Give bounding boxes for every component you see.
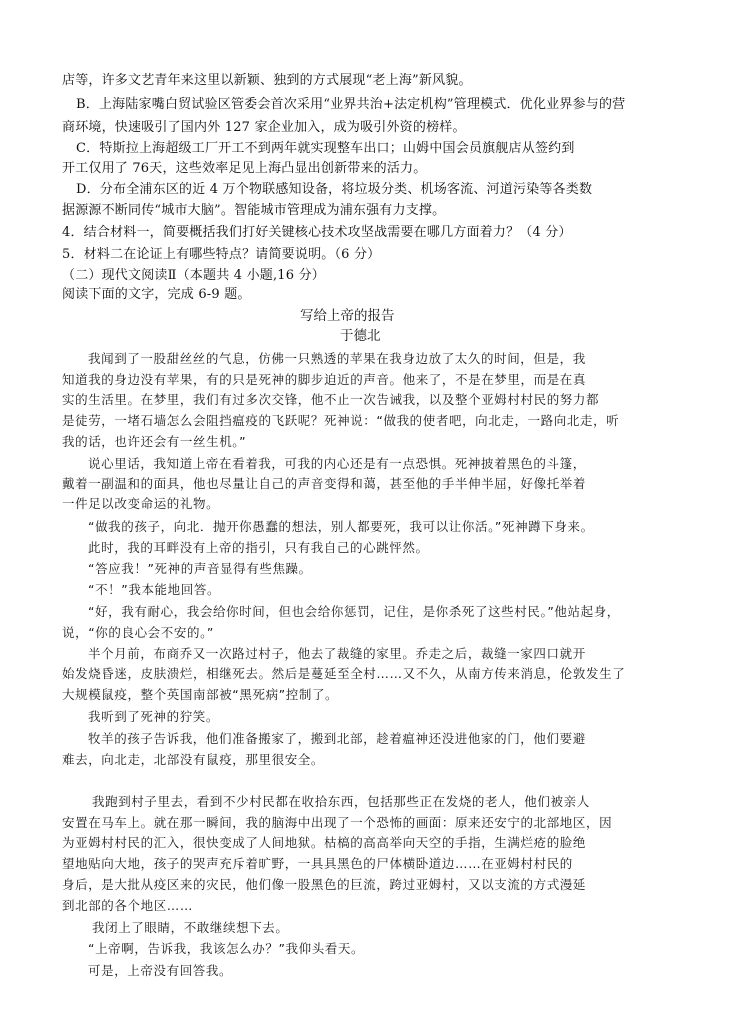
option-d: D．分布全浦东区的近 4 万个物联感知设备，将垃圾分类、机场客流、河道污染等各类数 — [76, 182, 593, 197]
story-line: “好，我有耐心，我会给你时间，但也会给你惩罚，记住，是你杀死了这些村民。”他站起身， — [88, 604, 620, 619]
story-line: 身后，是大批从疫区来的灾民，他们像一股黑色的巨流，跨过亚姆村，又以支流的方式漫延 — [62, 877, 587, 892]
story-line: 我的话，也许还会有一丝生机。” — [62, 434, 247, 449]
option-d-continued: 据源源不断同传“城市大脑”。智能城市管理成为浦东强有力支撑。 — [62, 203, 446, 218]
story-line: 是徒劳，一堵石墙怎么会阻挡瘟疫的飞跃呢？死神说：“做我的使者吧，向北走，一路向北走，听 — [62, 413, 620, 428]
question-5: 5．材料二在论证上有哪些特点？请简要说明。（6 分） — [62, 247, 381, 262]
story-line: 说心里话，我知道上帝在看着我，可我的内心还是有一点恐惧。死神披着黑色的斗篷， — [88, 456, 586, 471]
option-b-continued: 商环境，快速吸引了国内外 127 家企业加入，成为吸引外资的榜样。 — [62, 120, 466, 135]
story-line: 戴着一副温和的面具，他也尽量让自己的声音变得和蔼，甚至他的手半伸半屈，好像托举着 — [62, 476, 587, 491]
story-line: 难去，向北走，北部没有鼠疫，那里很安全。 — [62, 752, 325, 767]
story-line: 我听到了死神的狞笑。 — [88, 709, 220, 724]
story-line: 知道我的身边没有苹果，有的只是死神的脚步迫近的声音。他来了，不是在梦里，而是在真 — [62, 372, 587, 387]
story-line: 我闭上了眼睛，不敢继续想下去。 — [92, 920, 289, 935]
story-line: 望地贴向大地，孩子的哭声充斥着旷野，一具具黑色的尸体横卧道边……在亚姆村村民的 — [62, 856, 573, 871]
story-line: 大规模鼠疫，整个英国南部被“黑死病”控制了。 — [62, 687, 339, 702]
section-heading: （二）现代文阅读Ⅱ（本题共 4 小题,16 分） — [62, 268, 325, 283]
story-line: 我闻到了一股甜丝丝的气息，仿佛一只熟透的苹果在我身边放了太久的时间，但是，我 — [88, 351, 586, 366]
option-c: C．特斯拉上海超级工厂开工不到两年就实现整车出口；山姆中国会员旗舰店从签约到 — [76, 141, 575, 156]
story-line: 一件足以改变命运的礼物。 — [62, 496, 220, 511]
option-a-continued: 店等，许多文艺青年来这里以新颖、独到的方式展现“老上海”新风貌。 — [62, 73, 472, 88]
option-b: B．上海陆家嘴白贸试验区管委会首次采用“业界共治+法定机构”管理模式．优化业界参与的营 — [76, 97, 626, 112]
story-line: 我跑到村子里去，看到不少村民都在收拾东西，包括那些正在发烧的老人，他们被亲人 — [92, 794, 590, 809]
story-line: 始发烧昏迷，皮肤溃烂，相继死去。然后是蔓延至全村……又不久，从南方传来消息，伦敦发生了 — [62, 666, 626, 681]
story-line: 到北部的各个地区…… — [62, 898, 194, 913]
story-line: “上帝啊，告诉我，我该怎么办？”我仰头看天。 — [88, 941, 365, 956]
story-line: “答应我！”死神的声音显得有些焦躁。 — [88, 561, 312, 576]
story-line: 安置在马车上。就在那一瞬间，我的脑海中出现了一个恐怖的画面：原来还安宁的北部地区，因 — [62, 815, 613, 830]
option-c-continued: 开工仅用了 76天，这些效率足见上海凸显出创新带来的活力。 — [62, 161, 427, 176]
story-line: 可是，上帝没有回答我。 — [88, 963, 233, 978]
story-line: 为亚姆村村民的汇入，很快变成了人间地狱。枯槁的高高举向天空的手指，生满烂疮的脸绝 — [62, 835, 587, 850]
story-line: 半个月前，布商乔又一次路过村子，他去了裁缝的家里。乔走之后，裁缝一家四口就开 — [88, 646, 586, 661]
story-line: 此时，我的耳畔没有上帝的指引，只有我自己的心跳怦然。 — [88, 540, 429, 555]
story-line: 说，“你的良心会不安的。” — [62, 625, 215, 640]
story-line: “不！”我本能地回答。 — [88, 582, 221, 597]
story-line: “做我的孩子，向北．抛开你愚蠢的想法，别人都要死，我可以让你活。”死神蹲下身来。 — [88, 519, 594, 534]
article-title: 写给上帝的报告 — [300, 308, 395, 324]
article-author: 于德北 — [340, 328, 381, 344]
story-line: 牧羊的孩子告诉我，他们准备搬家了，搬到北部，趁着瘟神还没进他家的门，他们要避 — [88, 731, 586, 746]
question-4: 4．结合材料一，简要概括我们打好关键核心技术攻坚战需要在哪几方面着力？（4 分） — [62, 225, 572, 240]
story-line: 实的生活里。在梦里，我们有过多次交锋，他不止一次告诫我，以及整个亚姆村村民的努力都 — [62, 392, 600, 407]
reading-instruction: 阅读下面的文字，完成 6-9 题。 — [62, 287, 251, 302]
